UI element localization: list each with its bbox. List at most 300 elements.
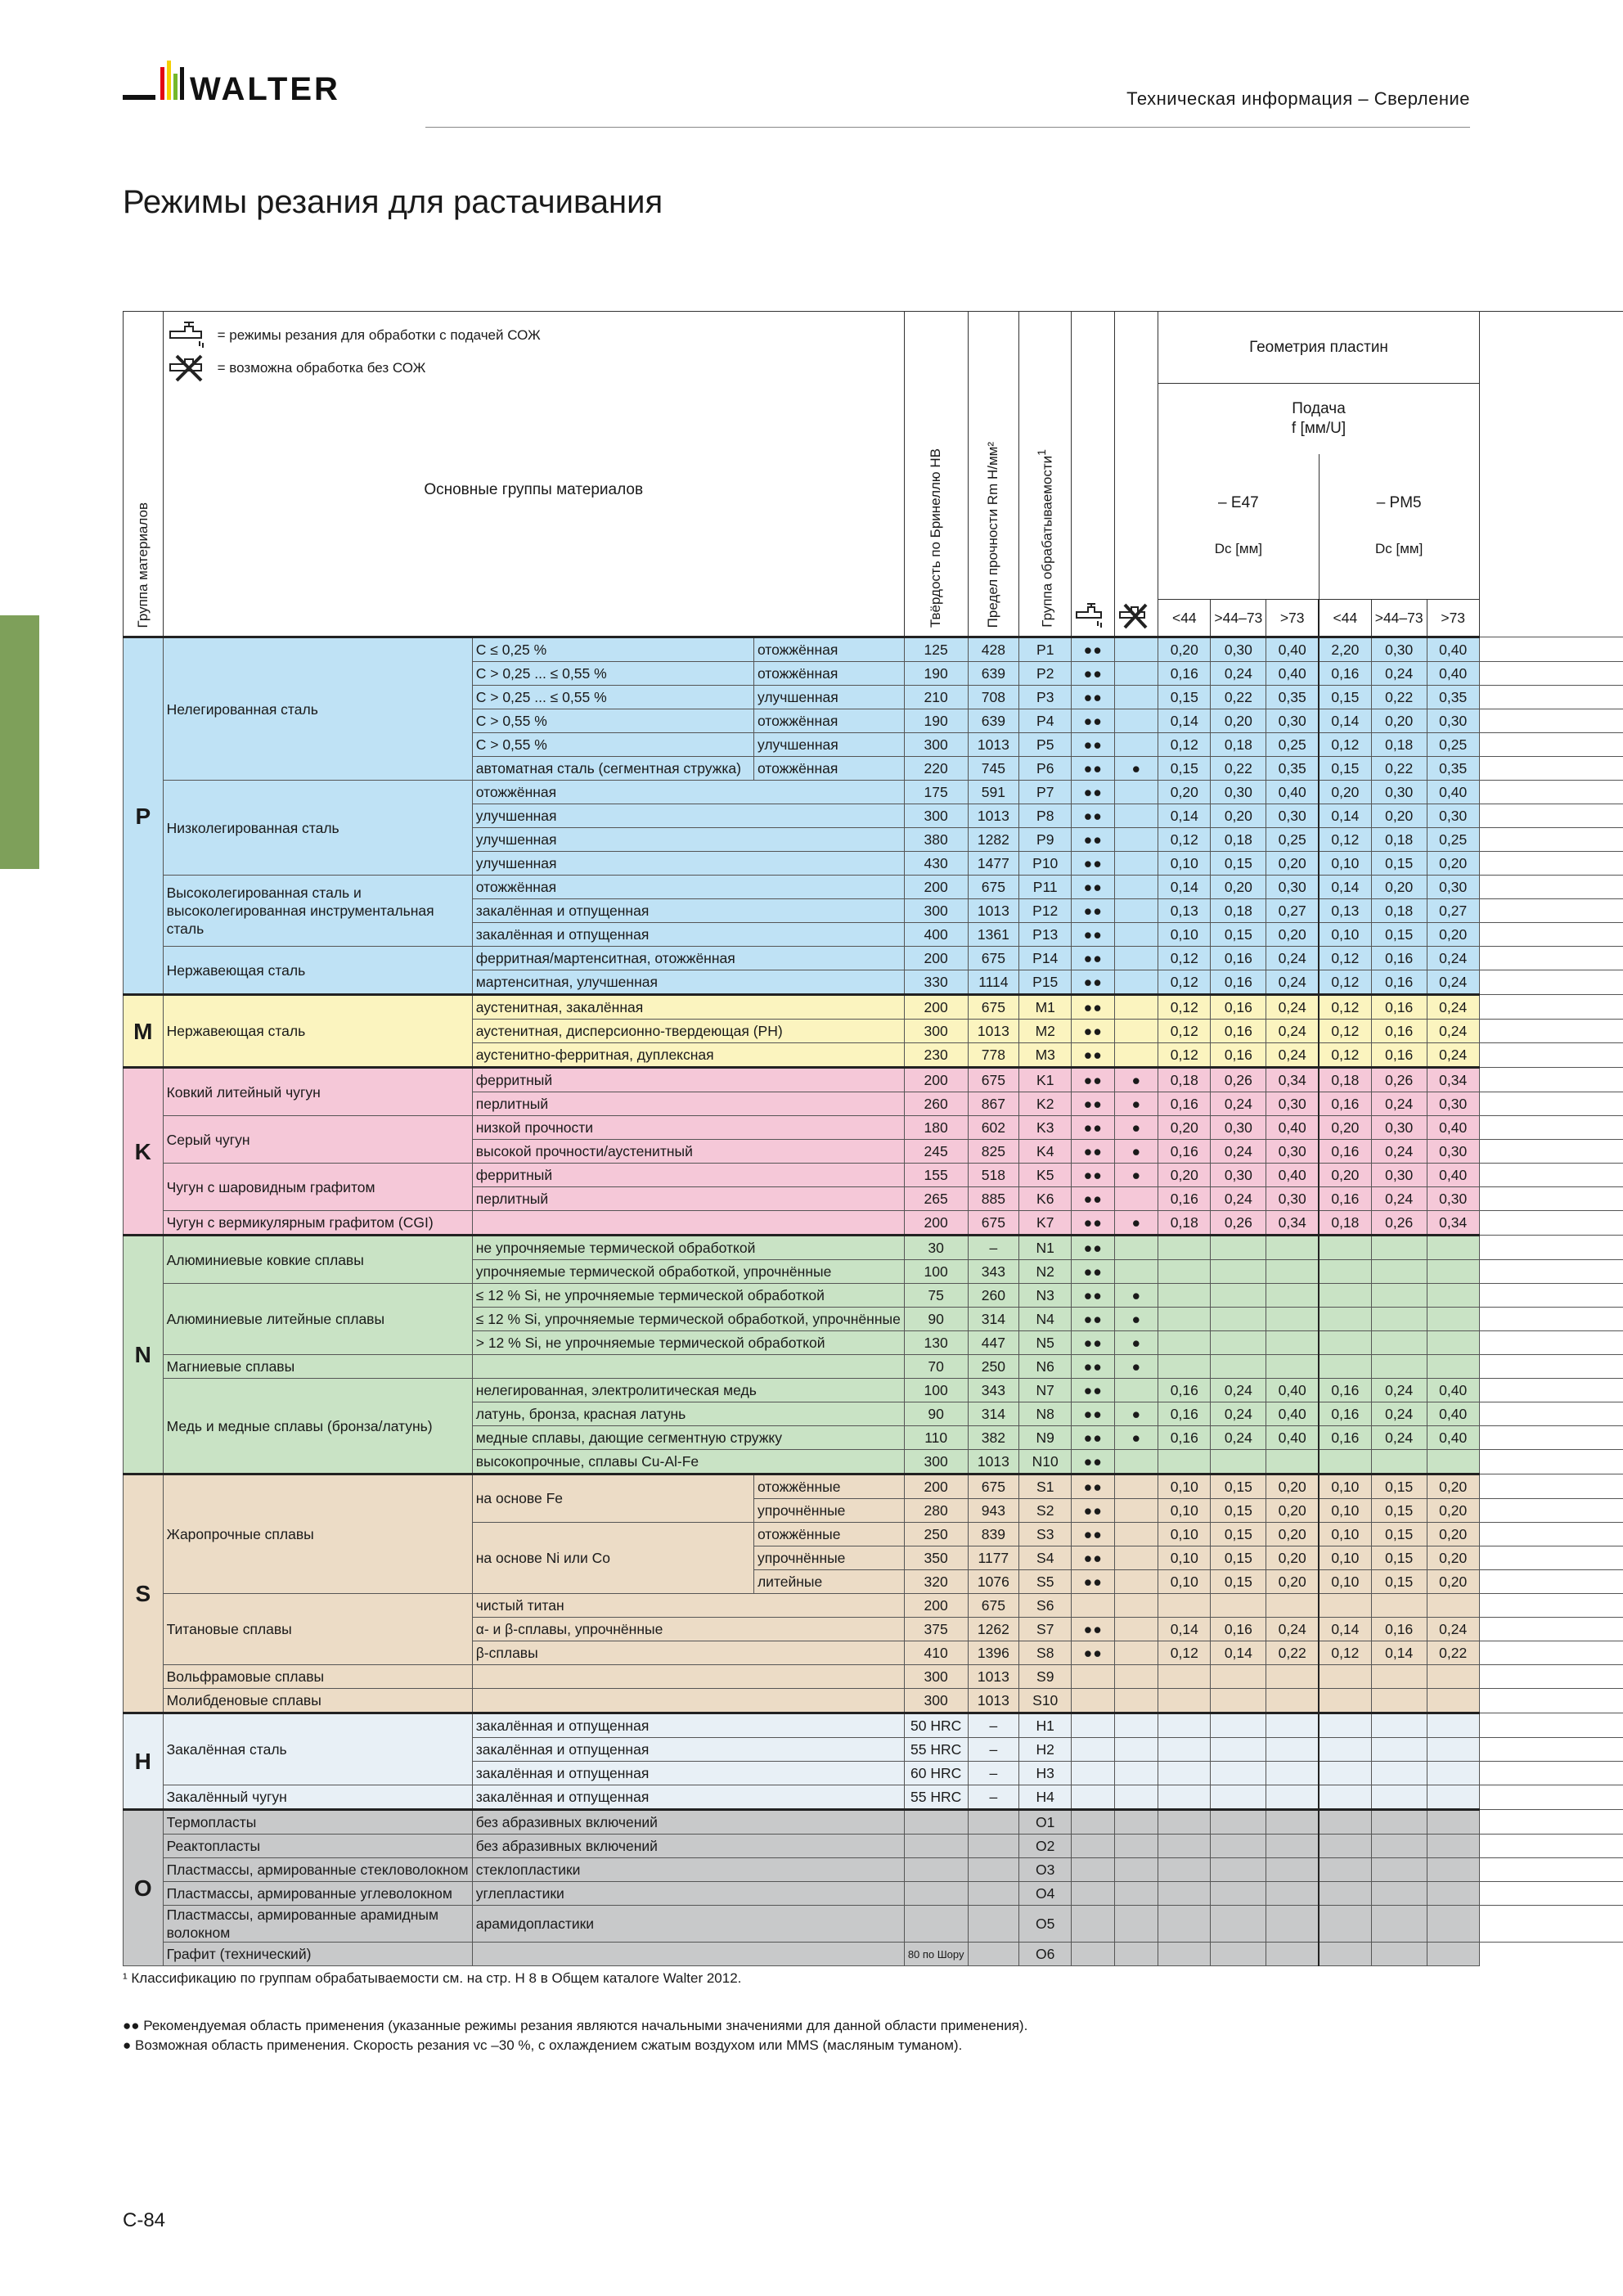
feed-pm5-5 xyxy=(1427,1308,1479,1331)
feed-e47-0: 0,12 xyxy=(1158,733,1211,757)
feed-e47-2 xyxy=(1266,1906,1319,1943)
table-header xyxy=(124,312,1623,637)
feed-pm5-4: 0,24 xyxy=(1371,1092,1427,1116)
row-spacer xyxy=(1479,1665,1623,1689)
feed-pm5-3: 0,14 xyxy=(1319,876,1371,899)
col-header-hardness: Твёрдость по Бринеллю HB xyxy=(904,312,968,637)
treatment: упрочнённые xyxy=(753,1499,904,1523)
strength: 675 xyxy=(968,1068,1019,1092)
feed-pm5-4 xyxy=(1371,1236,1427,1260)
main-group: Высоколегированная сталь и высоколегированная инструментальная сталь xyxy=(163,876,472,947)
dry-suitability xyxy=(1115,970,1158,995)
row-spacer xyxy=(1479,781,1623,804)
subgroup: перлитный xyxy=(472,1187,904,1211)
row-spacer xyxy=(1479,662,1623,686)
dc-label-e47: Dc [мм] xyxy=(1214,541,1263,557)
strength: 675 xyxy=(968,995,1019,1020)
row-spacer xyxy=(1479,1810,1623,1835)
feed-e47-2: 0,25 xyxy=(1266,828,1319,852)
feed-pm5-4 xyxy=(1371,1738,1427,1762)
feed-e47-1 xyxy=(1211,1785,1266,1810)
hardness xyxy=(904,1858,968,1882)
feed-e47-2: 0,24 xyxy=(1266,1020,1319,1043)
feed-pm5-5: 0,25 xyxy=(1427,733,1479,757)
subgroup: C > 0,55 % xyxy=(472,733,753,757)
table-row xyxy=(124,1943,1623,1966)
feed-pm5-4: 0,16 xyxy=(1371,1020,1427,1043)
feed-pm5-3: 0,12 xyxy=(1319,1020,1371,1043)
feed-pm5-3 xyxy=(1319,1943,1371,1966)
feed-e47-0 xyxy=(1158,1882,1211,1906)
dry-suitability xyxy=(1115,1618,1158,1641)
coolant-suitability xyxy=(1072,1665,1115,1689)
coolant-suitability xyxy=(1072,1762,1115,1785)
feed-pm5-5: 0,20 xyxy=(1427,852,1479,876)
no-coolant-icon xyxy=(1118,602,1154,630)
feed-e47-0: 0,20 xyxy=(1158,637,1211,662)
feed-e47-0: 0,10 xyxy=(1158,852,1211,876)
main-group: Серый чугун xyxy=(163,1116,472,1164)
feed-e47-1: 0,26 xyxy=(1211,1068,1266,1092)
feed-e47-1 xyxy=(1211,1308,1266,1331)
feed-e47-2 xyxy=(1266,1835,1319,1858)
hardness: 230 xyxy=(904,1043,968,1068)
machinability-group: S4 xyxy=(1019,1546,1072,1570)
subgroup: без абразивных включений xyxy=(472,1835,904,1858)
feed-e47-0 xyxy=(1158,1594,1211,1618)
feed-pm5-5 xyxy=(1427,1810,1479,1835)
main-group: Реактопласты xyxy=(163,1835,472,1858)
strength: 825 xyxy=(968,1140,1019,1164)
feed-e47-1: 0,15 xyxy=(1211,1474,1266,1499)
feed-e47-1: 0,30 xyxy=(1211,1116,1266,1140)
coolant-suitability xyxy=(1072,1689,1115,1713)
col-header-dry-blank xyxy=(1115,312,1158,600)
machinability-group: H4 xyxy=(1019,1785,1072,1810)
subgroup: на основе Ni или Co xyxy=(472,1523,753,1594)
feed-pm5-4: 0,20 xyxy=(1371,709,1427,733)
machinability-group: S1 xyxy=(1019,1474,1072,1499)
legend-cell xyxy=(163,312,904,600)
feed-pm5-4: 0,15 xyxy=(1371,1499,1427,1523)
strength xyxy=(968,1835,1019,1858)
row-spacer xyxy=(1479,1331,1623,1355)
feed-e47-0: 0,10 xyxy=(1158,1570,1211,1594)
feed-e47-1 xyxy=(1211,1738,1266,1762)
coolant-suitability: ●● xyxy=(1072,828,1115,852)
row-spacer xyxy=(1479,1236,1623,1260)
hardness: 100 xyxy=(904,1260,968,1284)
feed-e47-0: 0,16 xyxy=(1158,1140,1211,1164)
feed-e47-1: 0,15 xyxy=(1211,1546,1266,1570)
dry-suitability xyxy=(1115,1713,1158,1738)
dry-suitability xyxy=(1115,1810,1158,1835)
feed-e47-0: 0,16 xyxy=(1158,1379,1211,1402)
hardness: 250 xyxy=(904,1523,968,1546)
coolant-suitability: ●● xyxy=(1072,1379,1115,1402)
feed-e47-2 xyxy=(1266,1738,1319,1762)
feed-pm5-3: 0,16 xyxy=(1319,1426,1371,1450)
main-group: Ковкий литейный чугун xyxy=(163,1068,472,1116)
feed-e47-0: 0,15 xyxy=(1158,686,1211,709)
feed-e47-1: 0,30 xyxy=(1211,1164,1266,1187)
feed-pm5-4 xyxy=(1371,1858,1427,1882)
coolant-suitability: ●● xyxy=(1072,1187,1115,1211)
section-tab xyxy=(0,615,39,869)
row-spacer xyxy=(1479,1092,1623,1116)
feed-pm5-3 xyxy=(1319,1236,1371,1260)
feed-e47-1: 0,16 xyxy=(1211,1043,1266,1068)
feed-e47-1 xyxy=(1211,1689,1266,1713)
coolant-suitability: ●● xyxy=(1072,709,1115,733)
machinability-group: P3 xyxy=(1019,686,1072,709)
dry-suitability: ● xyxy=(1115,1402,1158,1426)
machinability-group: O6 xyxy=(1019,1943,1072,1966)
material-group-P: P xyxy=(124,637,164,995)
coolant-suitability: ●● xyxy=(1072,662,1115,686)
subgroup: латунь, бронза, красная латунь xyxy=(472,1402,904,1426)
subgroup: отожжённая xyxy=(472,781,904,804)
dry-suitability xyxy=(1115,1594,1158,1618)
hardness: 300 xyxy=(904,733,968,757)
coolant-suitability: ●● xyxy=(1072,1092,1115,1116)
dry-suitability xyxy=(1115,1260,1158,1284)
feed-pm5-3: 0,18 xyxy=(1319,1068,1371,1092)
material-group-M: M xyxy=(124,995,164,1068)
feed-e47-0: 0,14 xyxy=(1158,709,1211,733)
coolant-suitability: ●● xyxy=(1072,1618,1115,1641)
strength: 591 xyxy=(968,781,1019,804)
feed-pm5-5 xyxy=(1427,1713,1479,1738)
row-spacer xyxy=(1479,923,1623,947)
feed-pm5-3 xyxy=(1319,1906,1371,1943)
main-group: Термопласты xyxy=(163,1810,472,1835)
row-spacer xyxy=(1479,1762,1623,1785)
feed-pm5-3: 0,20 xyxy=(1319,1116,1371,1140)
feed-pm5-4 xyxy=(1371,1835,1427,1858)
table-row xyxy=(124,876,1623,899)
range-pm5-0: <44 xyxy=(1319,600,1371,637)
strength: 314 xyxy=(968,1402,1019,1426)
header-spacer xyxy=(1479,312,1623,637)
feed-e47-0: 0,16 xyxy=(1158,1187,1211,1211)
machinability-group: S3 xyxy=(1019,1523,1072,1546)
machinability-group: S6 xyxy=(1019,1594,1072,1618)
feed-pm5-5 xyxy=(1427,1594,1479,1618)
row-spacer xyxy=(1479,1355,1623,1379)
feed-pm5-4 xyxy=(1371,1785,1427,1810)
feed-pm5-3 xyxy=(1319,1785,1371,1810)
feed-e47-0: 0,18 xyxy=(1158,1068,1211,1092)
row-spacer xyxy=(1479,804,1623,828)
dry-suitability xyxy=(1115,1043,1158,1068)
col-header-geometry: Геометрия пластин xyxy=(1158,312,1480,384)
table-row xyxy=(124,1116,1623,1140)
dry-suitability: ● xyxy=(1115,1092,1158,1116)
feed-e47-0 xyxy=(1158,1331,1211,1355)
table-row xyxy=(124,781,1623,804)
hardness: 300 xyxy=(904,804,968,828)
row-spacer xyxy=(1479,1858,1623,1882)
coolant-suitability: ●● xyxy=(1072,1426,1115,1450)
coolant-suitability xyxy=(1072,1713,1115,1738)
feed-pm5-5: 0,20 xyxy=(1427,1474,1479,1499)
hardness: 55 HRC xyxy=(904,1738,968,1762)
strength: 778 xyxy=(968,1043,1019,1068)
dry-suitability xyxy=(1115,947,1158,970)
feed-pm5-4: 0,18 xyxy=(1371,828,1427,852)
feed-pm5-3: 0,10 xyxy=(1319,923,1371,947)
dry-suitability xyxy=(1115,1858,1158,1882)
strength xyxy=(968,1906,1019,1943)
treatment: отожжённая xyxy=(753,757,904,781)
feed-e47-1: 0,20 xyxy=(1211,709,1266,733)
feed-pm5-5: 0,35 xyxy=(1427,757,1479,781)
feed-pm5-5: 0,30 xyxy=(1427,804,1479,828)
feed-e47-0 xyxy=(1158,1236,1211,1260)
coolant-suitability: ●● xyxy=(1072,970,1115,995)
material-group-K: K xyxy=(124,1068,164,1236)
strength: 260 xyxy=(968,1284,1019,1308)
subgroup: ≤ 12 % Si, не упрочняемые термической обработкой xyxy=(472,1284,904,1308)
feed-e47-2: 0,40 xyxy=(1266,637,1319,662)
feed-e47-2: 0,30 xyxy=(1266,876,1319,899)
feed-pm5-5 xyxy=(1427,1882,1479,1906)
dry-suitability xyxy=(1115,1943,1158,1966)
feed-pm5-4 xyxy=(1371,1713,1427,1738)
row-spacer xyxy=(1479,1308,1623,1331)
machinability-group: N8 xyxy=(1019,1402,1072,1426)
table-row xyxy=(124,1810,1623,1835)
coolant-suitability: ●● xyxy=(1072,1474,1115,1499)
feed-pm5-4: 0,24 xyxy=(1371,1379,1427,1402)
subgroup: закалённая и отпущенная xyxy=(472,1785,904,1810)
main-group: Пластмассы, армированные арамидным волокном xyxy=(163,1906,472,1943)
dry-suitability xyxy=(1115,1665,1158,1689)
row-spacer xyxy=(1479,1882,1623,1906)
feed-pm5-5: 0,34 xyxy=(1427,1068,1479,1092)
hardness: 60 HRC xyxy=(904,1762,968,1785)
treatment: упрочнённые xyxy=(753,1546,904,1570)
feed-e47-1: 0,22 xyxy=(1211,686,1266,709)
feed-e47-2 xyxy=(1266,1594,1319,1618)
subgroup: аустенитная, закалённая xyxy=(472,995,904,1020)
feed-e47-0: 0,12 xyxy=(1158,828,1211,852)
feed-pm5-5: 0,30 xyxy=(1427,876,1479,899)
machinability-group: O4 xyxy=(1019,1882,1072,1906)
dry-suitability: ● xyxy=(1115,757,1158,781)
row-spacer xyxy=(1479,1402,1623,1426)
feed-pm5-3: 0,12 xyxy=(1319,970,1371,995)
machinability-group: M2 xyxy=(1019,1020,1072,1043)
feed-pm5-3: 0,16 xyxy=(1319,1092,1371,1116)
dry-suitability: ● xyxy=(1115,1116,1158,1140)
strength: 745 xyxy=(968,757,1019,781)
strength: 428 xyxy=(968,637,1019,662)
feed-pm5-5 xyxy=(1427,1943,1479,1966)
feed-e47-0: 0,16 xyxy=(1158,662,1211,686)
feed-e47-1: 0,24 xyxy=(1211,1092,1266,1116)
table-row xyxy=(124,1689,1623,1713)
feed-pm5-5 xyxy=(1427,1689,1479,1713)
dry-suitability xyxy=(1115,1882,1158,1906)
dry-suitability xyxy=(1115,709,1158,733)
feed-e47-0: 0,12 xyxy=(1158,947,1211,970)
feed-pm5-4: 0,22 xyxy=(1371,757,1427,781)
strength: 343 xyxy=(968,1260,1019,1284)
dry-suitability xyxy=(1115,995,1158,1020)
row-spacer xyxy=(1479,1379,1623,1402)
feed-pm5-3: 0,18 xyxy=(1319,1211,1371,1236)
feed-e47-2: 0,24 xyxy=(1266,1618,1319,1641)
feed-pm5-3: 0,16 xyxy=(1319,1402,1371,1426)
feed-e47-0: 0,18 xyxy=(1158,1211,1211,1236)
strength xyxy=(968,1858,1019,1882)
dry-suitability xyxy=(1115,686,1158,709)
row-spacer xyxy=(1479,637,1623,662)
treatment: отожжённые xyxy=(753,1523,904,1546)
subgroup: аустенитная, дисперсионно-твердеющая (PH) xyxy=(472,1020,904,1043)
row-spacer xyxy=(1479,1785,1623,1810)
subgroup: ферритная/мартенситная, отожжённая xyxy=(472,947,904,970)
feed-pm5-3 xyxy=(1319,1260,1371,1284)
feed-pm5-5: 0,40 xyxy=(1427,1164,1479,1187)
feed-pm5-5: 0,20 xyxy=(1427,1546,1479,1570)
feed-e47-0 xyxy=(1158,1810,1211,1835)
coolant-suitability xyxy=(1072,1906,1115,1943)
feed-pm5-3: 0,20 xyxy=(1319,1164,1371,1187)
feed-e47-2: 0,40 xyxy=(1266,781,1319,804)
feed-e47-2 xyxy=(1266,1308,1319,1331)
feed-pm5-3: 0,15 xyxy=(1319,757,1371,781)
feed-e47-1: 0,16 xyxy=(1211,1020,1266,1043)
hardness: 200 xyxy=(904,995,968,1020)
main-group: Закалённая сталь xyxy=(163,1713,472,1785)
strength xyxy=(968,1943,1019,1966)
range-e47-2: >73 xyxy=(1266,600,1319,637)
main-group: Чугун с шаровидным графитом xyxy=(163,1164,472,1211)
subgroup: перлитный xyxy=(472,1092,904,1116)
feed-pm5-4 xyxy=(1371,1260,1427,1284)
strength: 1396 xyxy=(968,1641,1019,1665)
feed-e47-0 xyxy=(1158,1906,1211,1943)
feed-pm5-3: 0,20 xyxy=(1319,781,1371,804)
feed-pm5-3: 0,10 xyxy=(1319,1570,1371,1594)
feed-e47-2: 0,30 xyxy=(1266,1140,1319,1164)
feed-e47-0 xyxy=(1158,1762,1211,1785)
feed-pm5-3: 0,12 xyxy=(1319,995,1371,1020)
coolant-suitability: ●● xyxy=(1072,1140,1115,1164)
feed-e47-2 xyxy=(1266,1450,1319,1474)
machinability-group: N10 xyxy=(1019,1450,1072,1474)
feed-pm5-3: 0,13 xyxy=(1319,899,1371,923)
feed-e47-0: 0,12 xyxy=(1158,1020,1211,1043)
machinability-group: K7 xyxy=(1019,1211,1072,1236)
strength: 382 xyxy=(968,1426,1019,1450)
subgroup: улучшенная xyxy=(472,804,904,828)
dry-suitability xyxy=(1115,1546,1158,1570)
treatment: отожжённая xyxy=(753,637,904,662)
row-spacer xyxy=(1479,757,1623,781)
coolant-suitability: ●● xyxy=(1072,1211,1115,1236)
coolant-tap-icon xyxy=(167,320,213,349)
feed-e47-1: 0,15 xyxy=(1211,923,1266,947)
hardness: 175 xyxy=(904,781,968,804)
feed-e47-2: 0,27 xyxy=(1266,899,1319,923)
dry-suitability xyxy=(1115,1689,1158,1713)
machinability-group: P14 xyxy=(1019,947,1072,970)
dry-suitability xyxy=(1115,876,1158,899)
machinability-group: H1 xyxy=(1019,1713,1072,1738)
row-spacer xyxy=(1479,1835,1623,1858)
row-spacer xyxy=(1479,1043,1623,1068)
hardness: 75 xyxy=(904,1284,968,1308)
feed-pm5-4: 0,16 xyxy=(1371,947,1427,970)
feed-e47-0: 0,14 xyxy=(1158,1618,1211,1641)
feed-pm5-4: 0,15 xyxy=(1371,1523,1427,1546)
subgroup: β-сплавы xyxy=(472,1641,904,1665)
machinability-group: O3 xyxy=(1019,1858,1072,1882)
subgroup: ферритный xyxy=(472,1068,904,1092)
strength: 675 xyxy=(968,1211,1019,1236)
strength: 1114 xyxy=(968,970,1019,995)
strength: 675 xyxy=(968,1594,1019,1618)
feed-e47-0: 0,14 xyxy=(1158,804,1211,828)
feed-pm5-4: 0,15 xyxy=(1371,1570,1427,1594)
machinability-group: P11 xyxy=(1019,876,1072,899)
row-spacer xyxy=(1479,1906,1623,1943)
row-spacer xyxy=(1479,1738,1623,1762)
dry-suitability: ● xyxy=(1115,1284,1158,1308)
feed-pm5-4 xyxy=(1371,1882,1427,1906)
feed-pm5-5: 0,35 xyxy=(1427,686,1479,709)
feed-e47-1: 0,24 xyxy=(1211,1426,1266,1450)
feed-e47-0: 0,20 xyxy=(1158,781,1211,804)
feed-e47-2: 0,40 xyxy=(1266,1379,1319,1402)
feed-pm5-5 xyxy=(1427,1858,1479,1882)
machinability-group: N5 xyxy=(1019,1331,1072,1355)
machinability-group: S2 xyxy=(1019,1499,1072,1523)
feed-pm5-4 xyxy=(1371,1284,1427,1308)
main-group: Графит (технический) xyxy=(163,1943,472,1966)
feed-pm5-3 xyxy=(1319,1665,1371,1689)
hardness: 210 xyxy=(904,686,968,709)
hardness: 265 xyxy=(904,1187,968,1211)
page-title: Режимы резания для растачивания xyxy=(123,184,663,220)
row-spacer xyxy=(1479,1140,1623,1164)
feed-pm5-3: 0,12 xyxy=(1319,828,1371,852)
machinability-group: P4 xyxy=(1019,709,1072,733)
feed-e47-2: 0,24 xyxy=(1266,995,1319,1020)
feed-pm5-5: 0,40 xyxy=(1427,1402,1479,1426)
feed-e47-0 xyxy=(1158,1835,1211,1858)
strength: 1177 xyxy=(968,1546,1019,1570)
feed-e47-0: 0,12 xyxy=(1158,970,1211,995)
hardness: 190 xyxy=(904,662,968,686)
feed-pm5-5: 0,24 xyxy=(1427,947,1479,970)
table-row xyxy=(124,1164,1623,1187)
feed-e47-1: 0,26 xyxy=(1211,1211,1266,1236)
coolant-suitability xyxy=(1072,1738,1115,1762)
main-group: Медь и медные сплавы (бронза/латунь) xyxy=(163,1379,472,1474)
feed-e47-2: 0,40 xyxy=(1266,1164,1319,1187)
feed-e47-2: 0,40 xyxy=(1266,1426,1319,1450)
subgroup: медные сплавы, дающие сегментную стружку xyxy=(472,1426,904,1450)
subgroup: ферритный xyxy=(472,1164,904,1187)
hardness: 320 xyxy=(904,1570,968,1594)
subgroup xyxy=(472,1689,904,1713)
machinability-group: K4 xyxy=(1019,1140,1072,1164)
